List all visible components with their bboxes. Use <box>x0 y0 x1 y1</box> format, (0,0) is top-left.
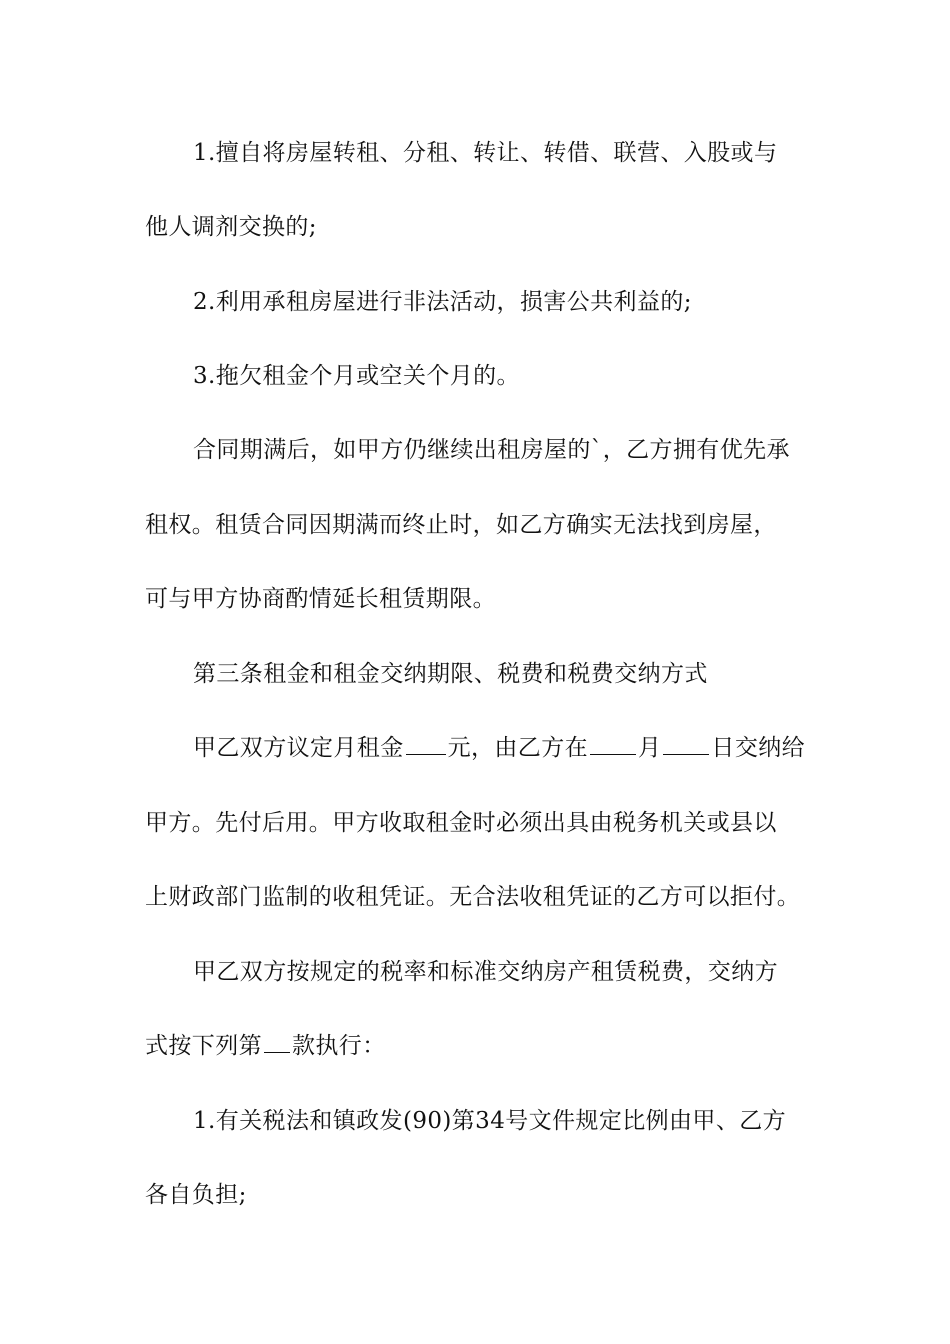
text-line: 2.利用承租房屋进行非法活动，损害公共利益的; <box>193 289 692 315</box>
text-line: 3.拖欠租金个月或空关个月的。 <box>193 363 520 389</box>
text-line: 可与甲方协商酌情延长租赁期限。 <box>145 586 496 612</box>
text-segment: 甲乙双方议定月租金 <box>193 735 404 761</box>
text-line-with-blanks <box>145 1026 815 1066</box>
text-segment: 月 <box>638 735 662 761</box>
text-line: 租权。租赁合同因期满而终止时，如乙方确实无法找到房屋， <box>145 512 777 538</box>
fill-blank <box>663 732 709 755</box>
fill-blank <box>406 732 446 755</box>
section-heading: 第三条租金和租金交纳期限、税费和税费交纳方式 <box>193 661 708 687</box>
text-line: 上财政部门监制的收租凭证。无合法收租凭证的乙方可以拒付。 <box>145 884 801 910</box>
text-line-with-blanks <box>193 728 815 768</box>
text-line: 甲乙双方按规定的税率和标准交纳房产租赁税费，交纳方 <box>193 959 778 985</box>
text-segment: 元，由乙方在 <box>447 735 589 761</box>
text-line: 他人调剂交换的; <box>145 214 317 240</box>
text-segment: 式按下列第 <box>145 1033 262 1059</box>
text-line: 各自负担; <box>145 1182 247 1208</box>
text-line: 合同期满后，如甲方仍继续出租房屋的`，乙方拥有优先承 <box>193 437 790 463</box>
text-line: 甲方。先付后用。甲方收取租金时必须出具由税务机关或县以 <box>145 810 777 836</box>
text-line: 1.有关税法和镇政发(90)第34号文件规定比例由甲、乙方 <box>193 1108 787 1134</box>
fill-blank <box>264 1030 290 1053</box>
fill-blank <box>590 732 636 755</box>
text-segment: 款执行： <box>292 1033 386 1059</box>
text-segment: 日交纳给 <box>711 735 806 761</box>
text-line: 1.擅自将房屋转租、分租、转让、转借、联营、入股或与 <box>193 140 778 166</box>
